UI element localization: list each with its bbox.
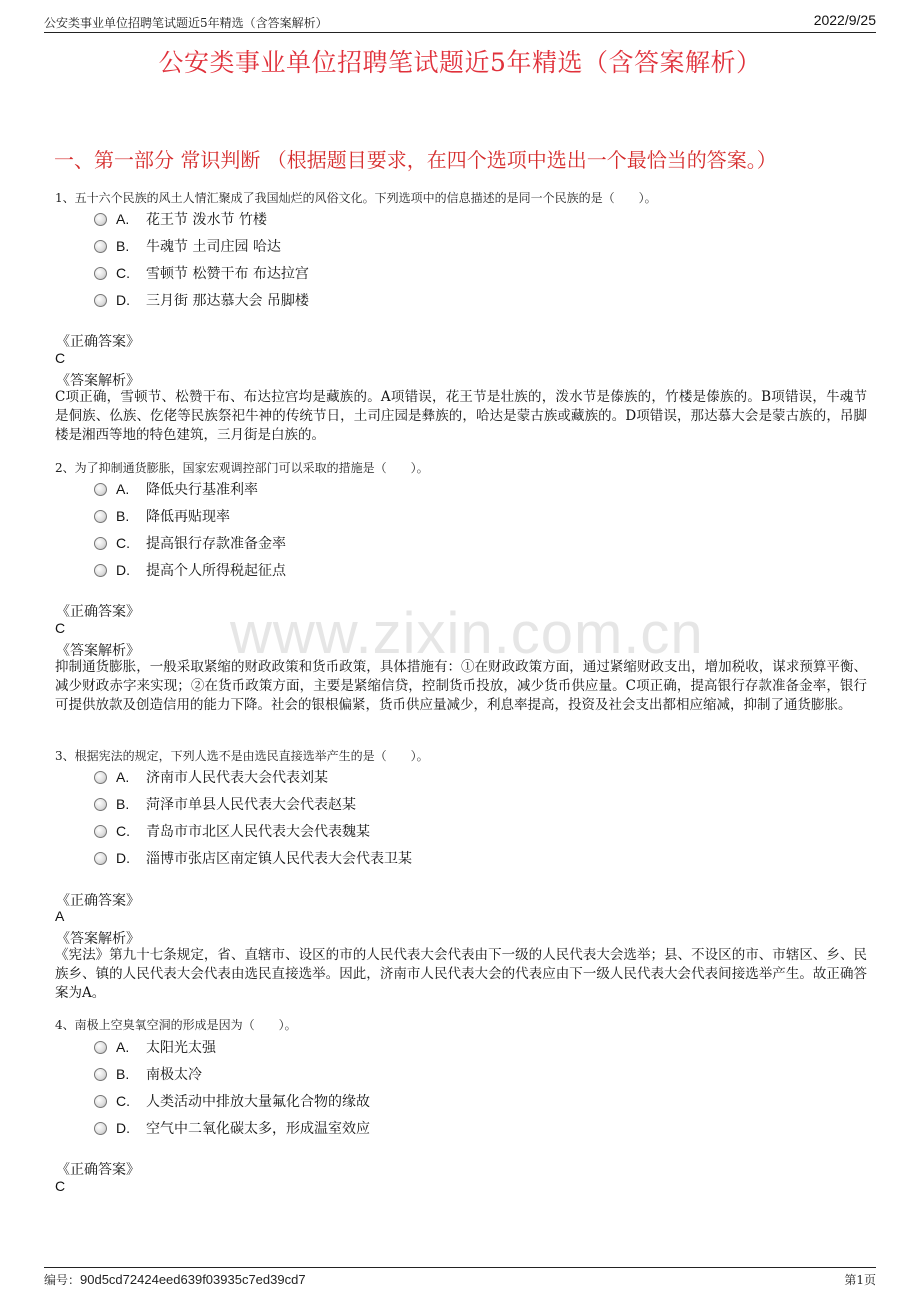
radio-icon[interactable]	[94, 267, 107, 280]
header-divider	[44, 32, 876, 33]
option-b[interactable]: B. 降低再贴现率	[94, 506, 230, 526]
answer-value: C	[55, 1178, 66, 1194]
radio-icon[interactable]	[94, 213, 107, 226]
question-stem: 2、为了抑制通货膨胀，国家宏观调控部门可以采取的措施是（ ）。	[55, 461, 429, 475]
option-a[interactable]: A. 花王节 泼水节 竹楼	[94, 209, 267, 229]
option-d[interactable]: D. 淄博市张店区南定镇人民代表大会代表卫某	[94, 848, 412, 868]
answer-value: A	[55, 908, 65, 924]
answer-label: 《正确答案》	[56, 1162, 140, 1178]
option-c[interactable]: C. 提高银行存款准备金率	[94, 533, 286, 553]
answer-value: C	[55, 350, 66, 366]
option-b[interactable]: B. 南极太冷	[94, 1064, 202, 1084]
option-d[interactable]: D. 空气中二氧化碳太多，形成温室效应	[94, 1118, 370, 1138]
option-d[interactable]: D. 三月街 那达慕大会 吊脚楼	[94, 290, 309, 310]
question-stem: 4、南极上空臭氧空洞的形成是因为（ ）。	[55, 1018, 297, 1032]
radio-icon[interactable]	[94, 1122, 107, 1135]
radio-icon[interactable]	[94, 1095, 107, 1108]
answer-value: C	[55, 620, 66, 636]
explanation-text: 抑制通货膨胀，一般采取紧缩的财政政策和货币政策，具体措施有：①在财政政策方面，通过紧缩财政支出，增加税收，谋求预算平衡、减少财政赤字来实现；②在货币政策方面，主要是紧缩信贷，控制货币投放，减少货币供应量。C项正确，提高银行存款准备金率，银行可提供放款及创造信用的能力下降。社会的银根偏紧，货币供应量减少，利息率提高，投资及社会支出都相应缩减，抑制了通货膨胀。	[55, 659, 867, 713]
question-stem: 3、根据宪法的规定，下列人选不是由选民直接选举产生的是（ ）。	[55, 749, 429, 763]
option-a[interactable]: A. 济南市人民代表大会代表刘某	[94, 767, 328, 787]
explanation-label: 《答案解析》	[56, 373, 140, 389]
answer-label: 《正确答案》	[56, 604, 140, 620]
option-c[interactable]: C. 雪顿节 松赞干布 布达拉宫	[94, 263, 309, 283]
document-title: 公安类事业单位招聘笔试题近5年精选（含答案解析）	[158, 48, 762, 77]
footer-code: 编号：90d5cd72424eed639f03935c7ed39cd7	[44, 1272, 306, 1287]
section-heading: 一、第一部分 常识判断 （根据题目要求，在四个选项中选出一个最恰当的答案。）	[54, 148, 777, 172]
option-b[interactable]: B. 菏泽市单县人民代表大会代表赵某	[94, 794, 356, 814]
footer-divider	[44, 1267, 876, 1268]
radio-icon[interactable]	[94, 483, 107, 496]
radio-icon[interactable]	[94, 294, 107, 307]
radio-icon[interactable]	[94, 240, 107, 253]
answer-label: 《正确答案》	[56, 893, 140, 909]
answer-label: 《正确答案》	[56, 334, 140, 350]
option-a[interactable]: A. 太阳光太强	[94, 1037, 216, 1057]
watermark: www.zixin.com.cn	[230, 601, 704, 666]
radio-icon[interactable]	[94, 510, 107, 523]
radio-icon[interactable]	[94, 825, 107, 838]
radio-icon[interactable]	[94, 771, 107, 784]
header-title: 公安类事业单位招聘笔试题近5年精选（含答案解析）	[44, 16, 328, 30]
option-d[interactable]: D. 提高个人所得税起征点	[94, 560, 286, 580]
page-header	[44, 10, 876, 32]
option-c[interactable]: C. 青岛市市北区人民代表大会代表魏某	[94, 821, 370, 841]
option-b[interactable]: B. 牛魂节 土司庄园 哈达	[94, 236, 281, 256]
option-a[interactable]: A. 降低央行基准利率	[94, 479, 258, 499]
explanation-text: C项正确，雪顿节、松赞干布、布达拉宫均是藏族的。A项错误，花王节是壮族的，泼水节是傣族的，竹楼是傣族的。B项错误，牛魂节是侗族、仫族、仡佬等民族祭祀牛神的传统节日，土司庄园是彝族的，哈达是蒙古族或藏族的。D项错误，那达慕大会是蒙古族的，吊脚楼是湘西等地的特色建筑，三月街是白族的。	[55, 389, 867, 443]
question-stem: 1、五十六个民族的风土人情汇聚成了我国灿烂的风俗文化。下列选项中的信息描述的是同一个民族的是（ ）。	[55, 191, 657, 205]
page-number: 第1页	[844, 1273, 876, 1287]
radio-icon[interactable]	[94, 537, 107, 550]
radio-icon[interactable]	[94, 1041, 107, 1054]
explanation-text: 《宪法》第九十七条规定，省、直辖市、设区的市的人民代表大会代表由下一级的人民代表大会选举；县、不设区的市、市辖区、乡、民族乡、镇的人民代表大会代表由选民直接选举。因此，济南市人民代表大会的代表应由下一级人民代表大会代表间接选举产生。故正确答案为A。	[55, 947, 867, 1001]
radio-icon[interactable]	[94, 1068, 107, 1081]
explanation-label: 《答案解析》	[56, 643, 140, 659]
radio-icon[interactable]	[94, 798, 107, 811]
explanation-label: 《答案解析》	[56, 931, 140, 947]
option-c[interactable]: C. 人类活动中排放大量氟化合物的缘故	[94, 1091, 370, 1111]
radio-icon[interactable]	[94, 852, 107, 865]
radio-icon[interactable]	[94, 564, 107, 577]
header-date: 2022/9/25	[813, 12, 876, 28]
